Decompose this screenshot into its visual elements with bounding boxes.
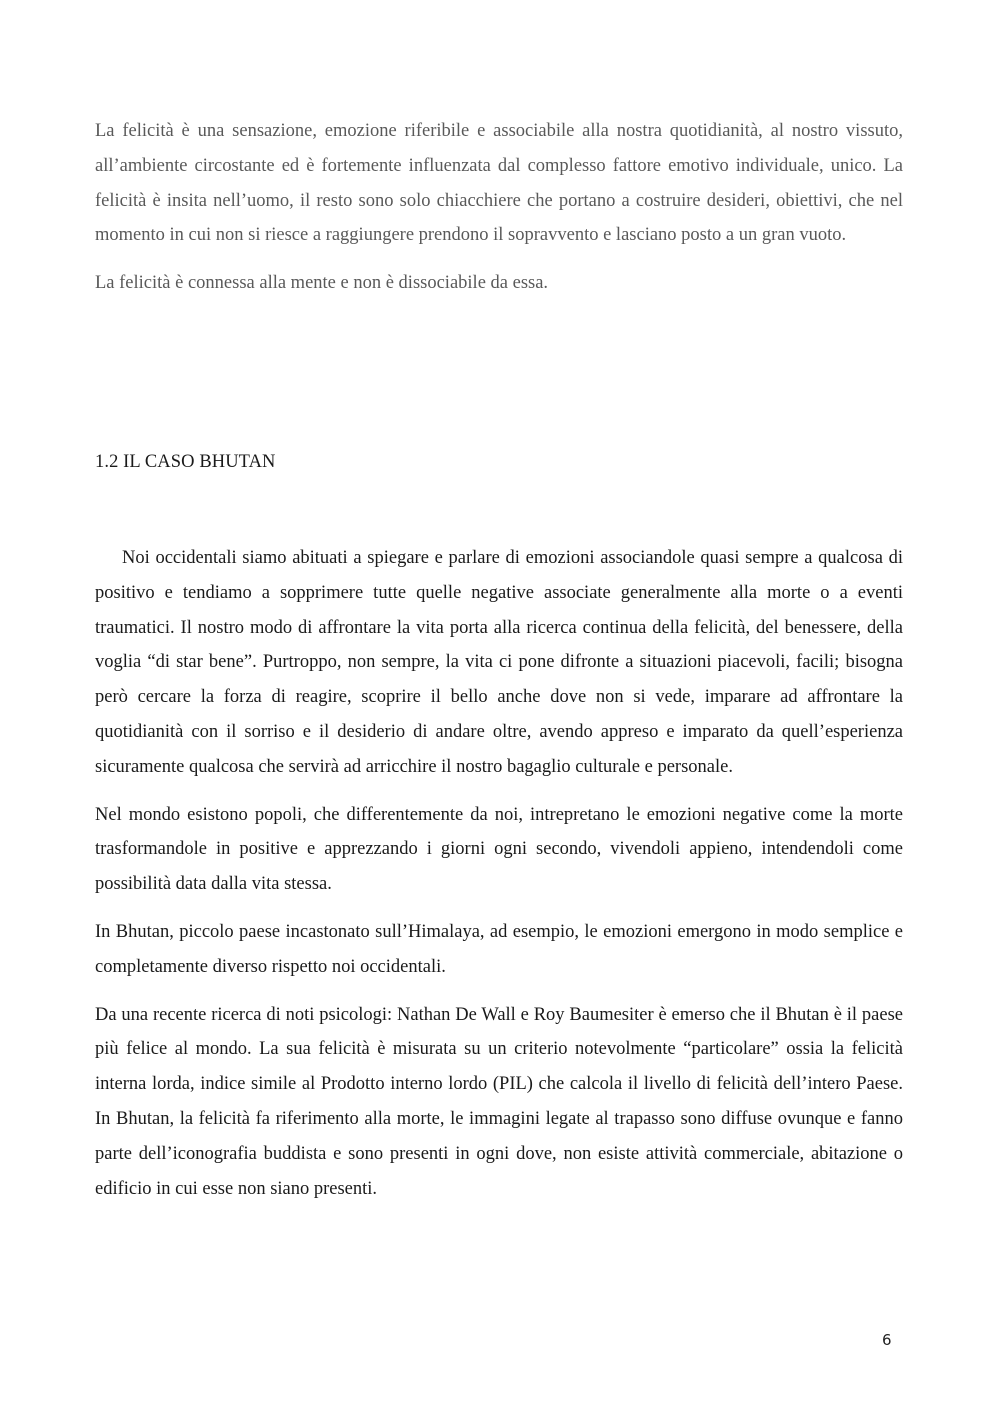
intro-paragraph: La felicità è connessa alla mente e non è dissociabile da essa. [95,273,549,294]
section-heading: 1.2 IL CASO BHUTAN [95,452,276,472]
body-paragraph: Nel mondo esistono popoli, che differentemente da noi, intrepretano le emozioni negative come la morte trasformandole in positive e apprezzando i giorni ogni secondo, vivendoli appieno, intendendoli come possibilità data dalla vita stessa. [95,804,903,895]
intro-paragraph: La felicità è una sensazione, emozione riferibile e associabile alla nostra quotidianità, al nostro vissuto, all’ambiente circostante ed è fortemente influenzata dal complesso fattore emotivo individuale, unico. La felicità è insita nell’uomo, il resto sono solo chiacchiere che portano a costruire desideri, obiettivi, che nel momento in cui non si riesce a raggiungere prendono il sopravvento e lasciano posto a un gran vuoto. [95,121,903,246]
intro-text-block [95,114,903,301]
body-paragraph: Noi occidentali siamo abituati a spiegare e parlare di emozioni associandole quasi sempre a qualcosa di positivo e tendiamo a sopprimere tutte quelle negative associate generalmente alla morte o a eventi traumatici. Il nostro modo di affrontare la vita porta alla ricerca continua della felicità, del benessere, della voglia “di star bene”. Purtroppo, non sempre, la vita ci pone difronte a situazioni piacevoli, facili; bisogna però cercare la forza di reagire, scoprire il bello anche dove non si vede, imparare ad affrontare la quotidianità con il sorriso e il desiderio di andare oltre, avendo appreso e imparato da quell’esperienza sicuramente qualcosa che servirà ad arricchire il nostro bagaglio culturale e personale. [95,548,903,777]
page-number: 6 [882,1331,892,1349]
body-paragraph: Da una recente ricerca di noti psicologi: Nathan De Wall e Roy Baumesiter è emerso che il Bhutan è il paese più felice al mondo. La sua felicità è misurata su un criterio notevolmente “particolare” ossia la felicità interna lorda, indice simile al Prodotto interno lordo (PIL) che calcola il livello di felicità dell’intero Paese. In Bhutan, la felicità fa riferimento alla morte, le immagini legate al trapasso sono diffuse ovunque e fanno parte dell’iconografia buddista e sono presenti in ogni dove, non esiste attività commerciale, abitazione o edificio in cui esse non siano presenti. [95,1004,903,1199]
section-body [95,541,903,1206]
body-paragraph: In Bhutan, piccolo paese incastonato sull’Himalaya, ad esempio, le emozioni emergono in modo semplice e completamente diverso rispetto noi occidentali. [95,921,903,977]
